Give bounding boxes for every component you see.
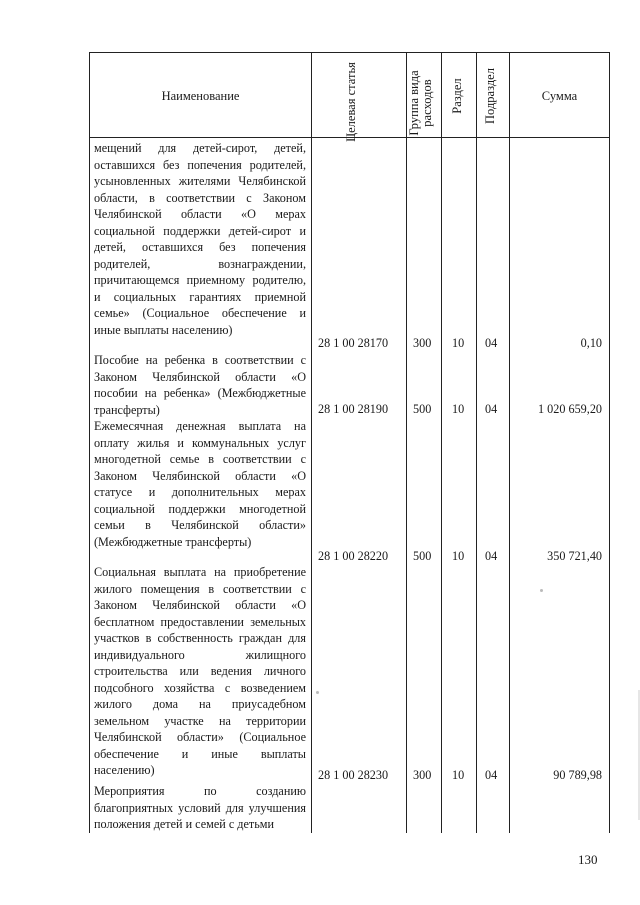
- continued-item-text: мещений для детей-сирот, детей, оставшихся без попечения родителей, усыновленных жителями Челябинской области, в соответствии с Законом Челябинской области «О мерах социальной поддержки детей-сирот и детей, оставшихся без попечения родителей, вознаграждении, причитающемся приемному родителю, и социальных гарантиях приемной семье» (Социальное обеспечение и иные выплаты населению): [94, 141, 306, 337]
- column-border: [89, 52, 90, 833]
- row-2-code: 28 1 00 28190: [318, 402, 389, 416]
- row-3-subsection: 04: [485, 549, 498, 563]
- row-4-section: 10: [452, 768, 465, 782]
- column-border: [509, 52, 510, 833]
- row-1-section: 10: [452, 336, 465, 350]
- column-border: [406, 52, 407, 833]
- header-subsection: Подраздел: [483, 68, 497, 124]
- row-1-group: 300: [413, 336, 432, 350]
- header-expense-group: Группа вида расходов: [407, 70, 434, 136]
- page-number: 130: [578, 852, 598, 867]
- row-1-code: 28 1 00 28170: [318, 336, 389, 350]
- header-target-article: Целевая статья: [344, 62, 358, 142]
- header-name: Наименование: [161, 89, 240, 103]
- row-2-sum: 1 020 659,20: [538, 402, 602, 416]
- row-3-sum: 350 721,40: [547, 549, 602, 563]
- header-section: Раздел: [450, 78, 464, 114]
- header-sum: Сумма: [541, 89, 578, 103]
- row-1-sum: 0,10: [580, 336, 602, 350]
- row-2-subsection: 04: [485, 402, 498, 416]
- row-3-section: 10: [452, 549, 465, 563]
- row-4-name: Социальная выплата на приобретение жилого помещения в соответствии с Законом Челябинской области «О бесплатном предоставлении земельных участков в собственность граждан для индивидуального жилищного строительства или ведения личного подсобного хозяйства с возведением жилого дома на приусадебном земельном участке на территории Челябинской области» (Социальное обеспечение и иные выплаты населению): [94, 565, 306, 777]
- row-4-subsection: 04: [485, 768, 498, 782]
- row-2-group: 500: [413, 402, 432, 416]
- column-border: [311, 52, 312, 833]
- column-border: [476, 52, 477, 833]
- column-border: [441, 52, 442, 833]
- row-2-name: Пособие на ребенка в соответствии с Законом Челябинской области «О пособии на ребенка» (Межбюджетные трансферты): [94, 353, 306, 417]
- column-border: [609, 52, 610, 833]
- row-4-group: 300: [413, 768, 432, 782]
- row-1-subsection: 04: [485, 336, 498, 350]
- row-5-name: Мероприятия по созданию благоприятных условий для улучшения положения детей и семей с детьми: [94, 784, 306, 831]
- row-3-name: Ежемесячная денежная выплата на оплату жилья и коммунальных услуг многодетной семье в соответствии с Законом Челябинской области «О статусе и дополнительных мерах социальной поддержки многодетной семьи в Челябинской области» (Межбюджетные трансферты): [94, 419, 306, 549]
- scan-speck: [540, 589, 543, 592]
- row-4-sum: 90 789,98: [553, 768, 602, 782]
- scan-speck: [316, 691, 319, 694]
- row-3-group: 500: [413, 549, 432, 563]
- row-4-code: 28 1 00 28230: [318, 768, 389, 782]
- row-2-section: 10: [452, 402, 465, 416]
- row-3-code: 28 1 00 28220: [318, 549, 389, 563]
